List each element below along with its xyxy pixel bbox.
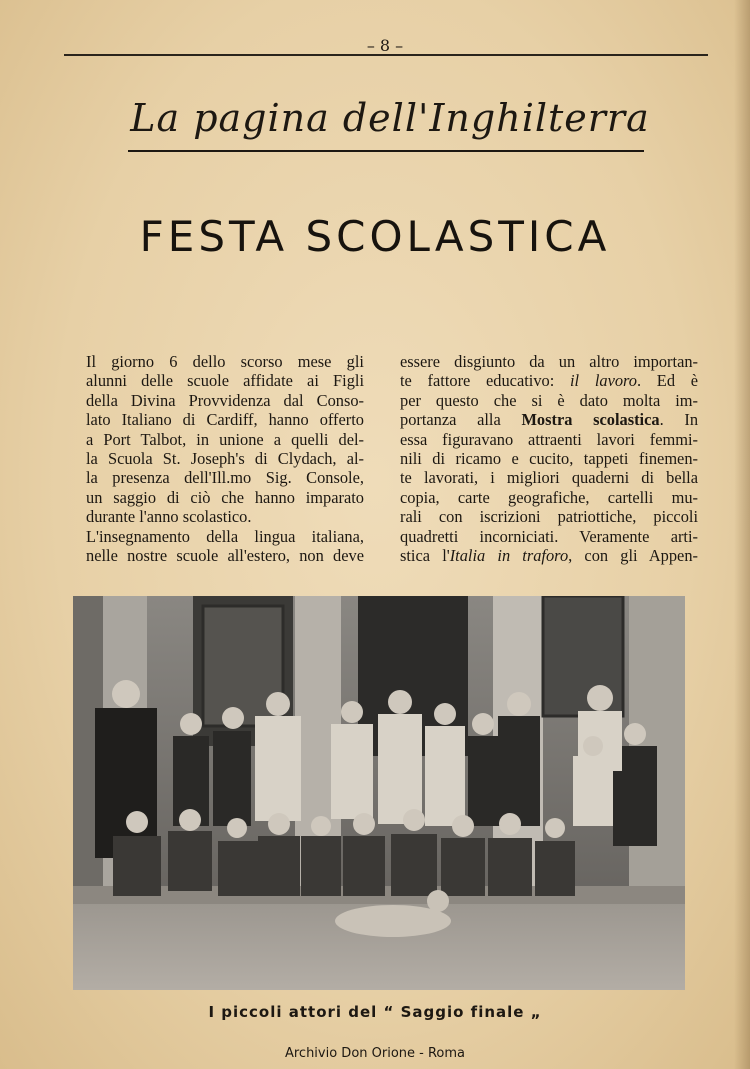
- section-title: La pagina dell'Inghilterra: [130, 96, 650, 140]
- text-line: a Port Talbot, in unione a quelli del-: [86, 429, 364, 449]
- text-line: te lavorati, i migliori quaderni di bella: [400, 468, 698, 488]
- text-fragment: l': [442, 546, 450, 566]
- text-fragment: portanza alla: [400, 410, 522, 430]
- text-line: [400, 371, 698, 390]
- group-photo: [73, 596, 685, 990]
- text-line: nelle nostre scuole all'estero, non deve: [86, 546, 364, 566]
- paragraph-1: [68, 352, 364, 527]
- emphasis-italia-in-traforo: Italia in traforo: [449, 546, 569, 566]
- text-line: Il giorno 6 dello scorso mese gli: [86, 352, 364, 371]
- text-line: un saggio di ciò che hanno imparato: [86, 487, 364, 507]
- text-line: quadretti incorniciati. Veramente arti-: [400, 526, 698, 546]
- text-line: della Divina Provvidenza dal Conso-: [86, 390, 364, 410]
- text-fragment: te fattore educativo:: [400, 371, 570, 391]
- text-line: essere disgiunto da un altro importan-: [400, 352, 698, 371]
- emphasis-lavoro: il lavoro: [570, 371, 637, 391]
- article-headline: FESTA SCOLASTICA: [139, 212, 611, 261]
- bold-mostra-scolastica: Mostra scolastica: [521, 410, 660, 430]
- text-line: L'insegnamento della lingua italiana,: [86, 526, 364, 546]
- title-underline: [128, 150, 644, 152]
- text-line: per questo che si è dato molta im-: [400, 390, 698, 410]
- text-line: durante l'anno scolastico.: [86, 507, 252, 527]
- text-fragment: stica: [400, 546, 443, 566]
- text-fragment: . In: [659, 410, 699, 430]
- article-left-column: [68, 352, 364, 565]
- text-line: la Scuola St. Joseph's di Clydach, al-: [86, 449, 364, 469]
- text-line: alunni delle scuole affidate ai Figli: [86, 371, 364, 391]
- text-line: nili di ricamo e cucito, tappeti finemen-: [400, 449, 698, 469]
- article-right-column: [400, 352, 698, 565]
- text-line: copia, carte geografiche, cartelli mu-: [400, 487, 698, 507]
- text-fragment: , con gli Appen-: [568, 546, 698, 566]
- text-line: rali con iscrizioni patriottiche, piccoli: [400, 507, 698, 527]
- page-edge-shadow: [734, 0, 750, 1069]
- text-line: lato Italiano di Cardiff, hanno offerto: [86, 410, 364, 430]
- page-number: – 8 –: [366, 36, 404, 55]
- text-fragment: . Ed è: [637, 371, 698, 391]
- paragraph-2: [68, 527, 364, 566]
- text-line: la presenza dell'Ill.mo Sig. Console,: [86, 468, 364, 488]
- photo-caption: I piccoli attori del “ Saggio finale „: [208, 1003, 542, 1021]
- text-line: essa figuravano attraenti lavori femmi-: [400, 429, 698, 449]
- archive-watermark: Archivio Don Orione - Roma: [284, 1046, 466, 1061]
- text-line: [400, 546, 698, 565]
- text-line: [400, 410, 698, 429]
- group-photo-illustration: [73, 596, 685, 990]
